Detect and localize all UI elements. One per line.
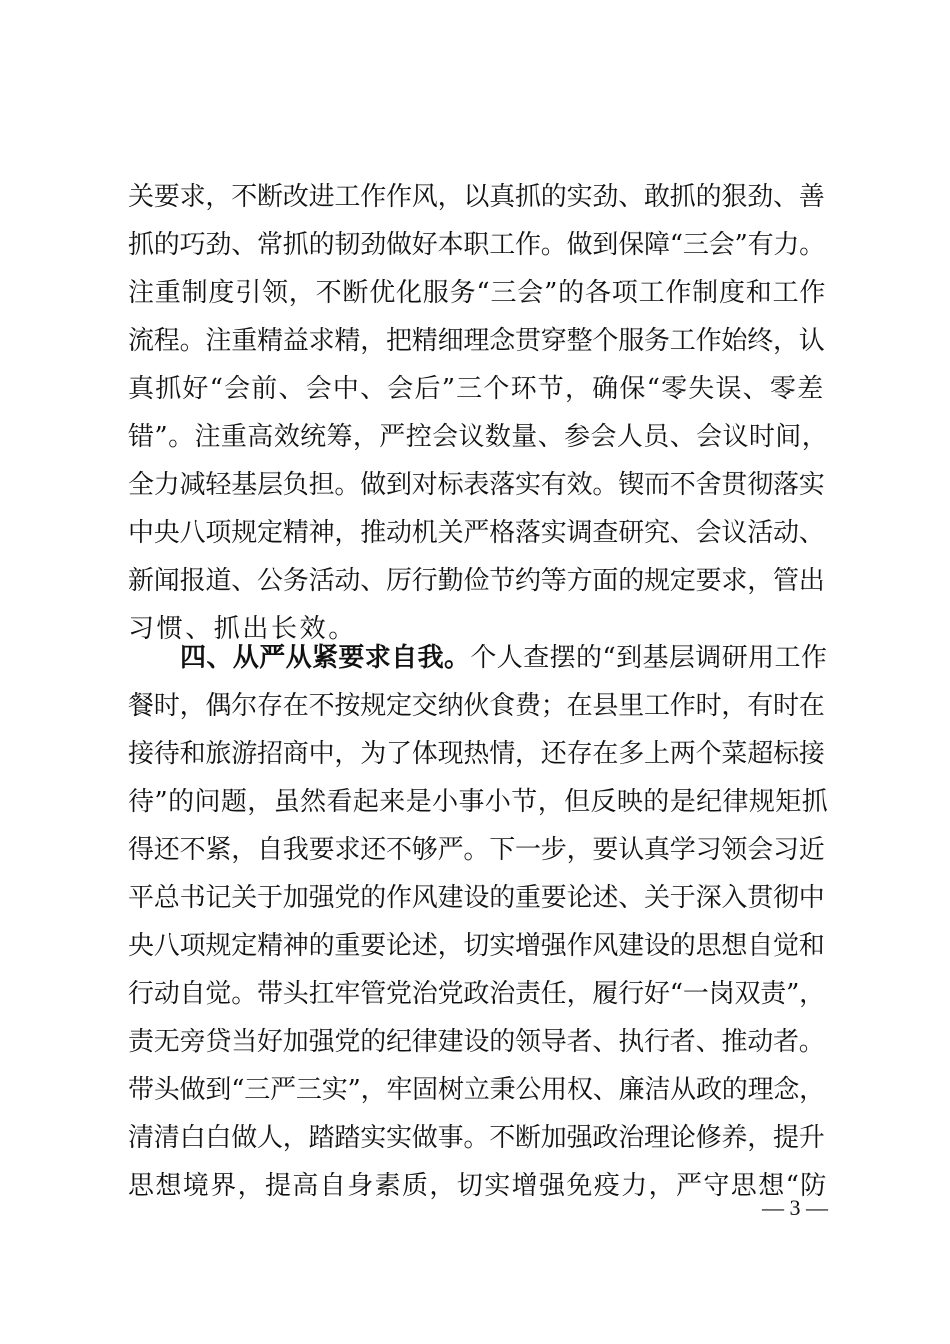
section-four-first-line <box>180 634 828 682</box>
section-four-heading: 四、从严从紧要求自我。 <box>180 643 471 673</box>
paragraph-line: 习惯、抓出长效。 <box>128 614 357 644</box>
paragraph-line: 中央八项规定精神，推动机关严格落实调查研究、会议活动、 <box>128 518 825 548</box>
page-number: — 3 — <box>762 1195 828 1220</box>
paragraph-line: 待”的问题，虽然看起来是小事小节，但反映的是纪律规矩抓 <box>128 787 829 817</box>
paragraph-line: 接待和旅游招商中，为了体现热情，还存在多上两个菜超标接 <box>128 739 825 769</box>
paragraph-line: 央八项规定精神的重要论述，切实增强作风建设的思想自觉和 <box>128 931 825 961</box>
paragraph-line: 行动自觉。带头扛牢管党治党政治责任，履行好“一岗双责”， <box>128 979 825 1009</box>
paragraph-line: 责无旁贷当好加强党的纪律建设的领导者、执行者、推动者。 <box>128 1027 825 1057</box>
section-four-first-line-text: 个人查摆的“到基层调研用工作 <box>470 643 828 673</box>
paragraph-line: 错”。注重高效统筹，严控会议数量、参会人员、会议时间， <box>128 422 829 452</box>
paragraph-line: 抓的巧劲、常抓的韧劲做好本职工作。做到保障“三会”有力。 <box>128 230 825 260</box>
paragraph-line: 思想境界，提高自身素质，切实增强免疫力，严守思想“防 <box>128 1171 828 1201</box>
paragraph-line: 带头做到“三严三实”，牢固树立秉公用权、廉洁从政的理念， <box>128 1075 825 1105</box>
paragraph-line: 清清白白做人，踏踏实实做事。不断加强政治理论修养，提升 <box>128 1123 825 1153</box>
paragraph-line: 新闻报道、公务活动、厉行勤俭节约等方面的规定要求，管出 <box>128 566 825 596</box>
paragraph-line: 全力减轻基层负担。做到对标表落实有效。锲而不舍贯彻落实 <box>128 470 825 500</box>
paragraph-line: 餐时，偶尔存在不按规定交纳伙食费；在县里工作时，有时在 <box>128 691 825 721</box>
paragraph-line: 平总书记关于加强党的作风建设的重要论述、关于深入贯彻中 <box>128 883 825 913</box>
paragraph-line: 得还不紧，自我要求还不够严。下一步，要认真学习领会习近 <box>128 835 825 865</box>
paragraph-line: 流程。注重精益求精，把精细理念贯穿整个服务工作始终，认 <box>128 326 825 356</box>
paragraph-line: 关要求，不断改进工作作风，以真抓的实劲、敢抓的狠劲、善 <box>128 182 825 212</box>
paragraph-line: 真抓好“会前、会中、会后”三个环节，确保“零失误、零差 <box>128 374 825 404</box>
paragraph-line: 注重制度引领，不断优化服务“三会”的各项工作制度和工作 <box>128 278 827 308</box>
